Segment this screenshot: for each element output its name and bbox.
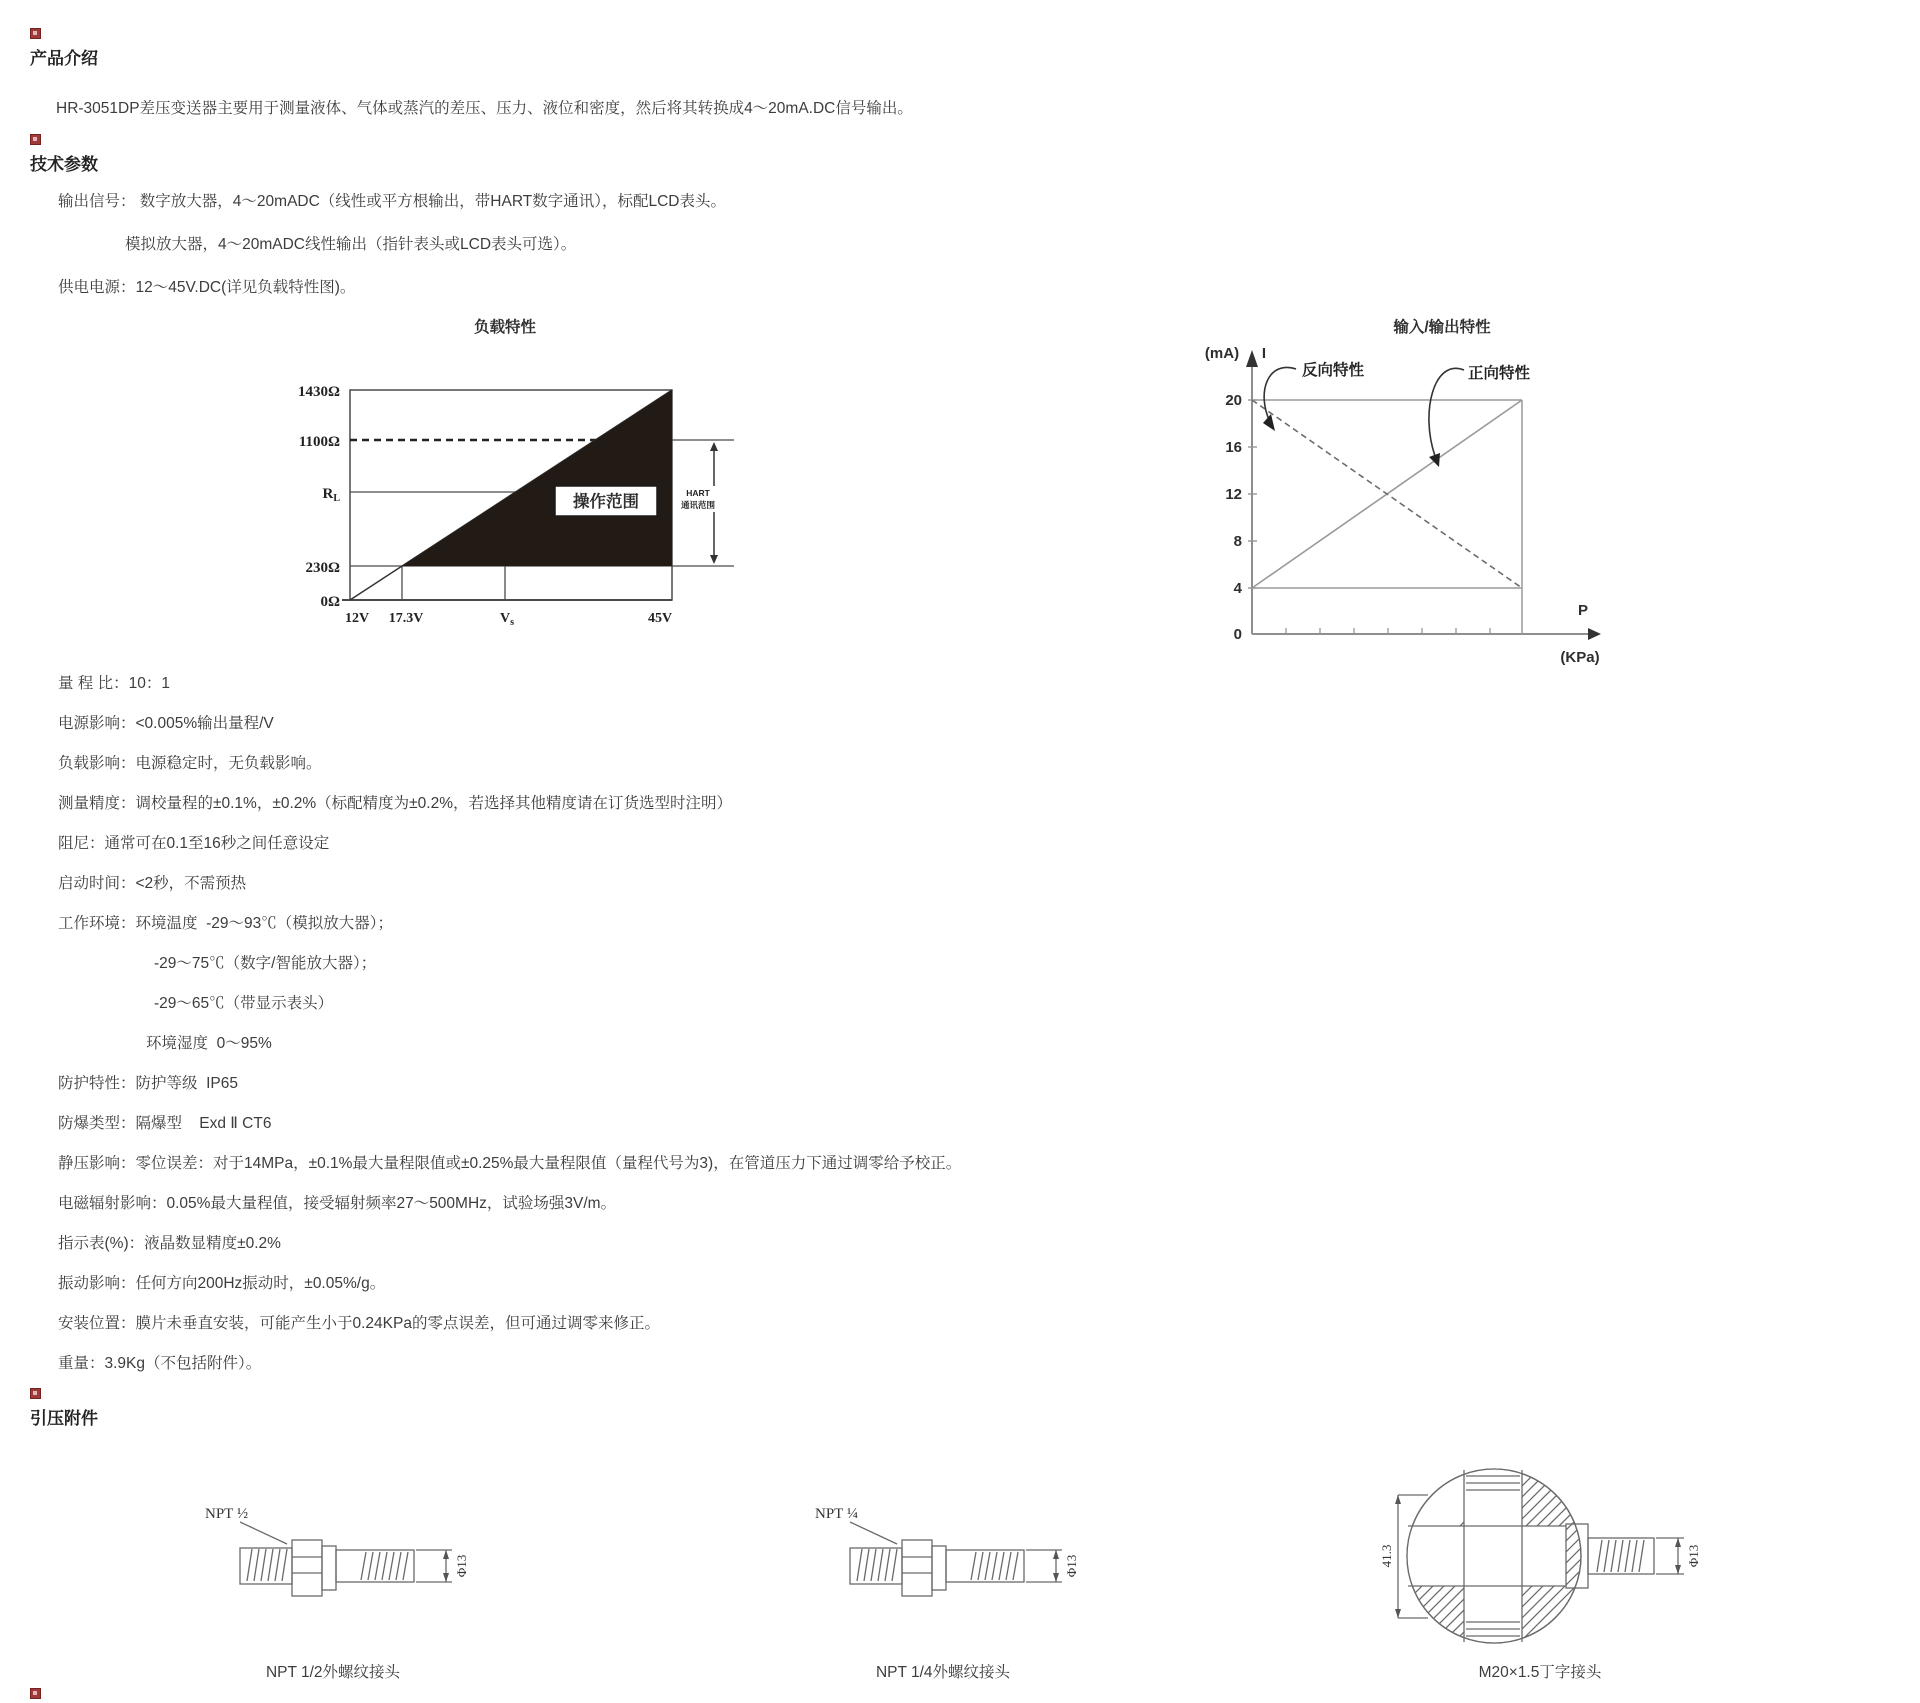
thread-line: [971, 1552, 976, 1580]
fitting-caption: NPT 1/4外螺纹接头: [875, 1664, 1011, 1681]
spec-line: 重量：3.9Kg（不包括附件）。: [58, 1355, 262, 1372]
tech-top-lines: [58, 180, 726, 309]
thread-line: [254, 1549, 259, 1581]
y-label-0: 0Ω: [320, 594, 340, 610]
x-label-45v: 45V: [647, 611, 673, 626]
chart-title: 输入/输出特性: [1393, 319, 1491, 336]
thread-line: [1604, 1540, 1609, 1572]
diameter-dimension: Φ13: [454, 1554, 469, 1578]
dim-arrow-icon: [1395, 1495, 1401, 1504]
thread-line: [389, 1552, 394, 1580]
y-tick-16: 16: [1225, 439, 1242, 456]
x-label-12v: 12V: [344, 611, 370, 626]
fitting-callout: NPT ¼: [815, 1506, 859, 1522]
dim-arrow-icon: [1675, 1538, 1681, 1547]
thread-line: [396, 1552, 401, 1580]
thread-line: [1597, 1540, 1602, 1572]
fitting-caption: NPT 1/2外螺纹接头: [265, 1664, 401, 1681]
thread-line: [1632, 1540, 1637, 1572]
spec-line: 负载影响：电源稳定时，无负载影响。: [58, 755, 322, 772]
thread-line: [282, 1549, 287, 1581]
forward-callout-arc: [1429, 368, 1464, 456]
spec-line: 防护特性：防护等级 IP65: [58, 1075, 238, 1092]
thread-line: [1013, 1552, 1018, 1580]
reverse-series-label: 反向特性: [1302, 362, 1365, 379]
spec-line: 供电电源：12～45V.DC(详见负载特性图)。: [58, 279, 356, 296]
y-tick-12: 12: [1225, 486, 1242, 503]
thread-line: [261, 1549, 266, 1581]
y-tick-0: 0: [1233, 626, 1242, 643]
fitting-callout: NPT ½: [205, 1506, 249, 1522]
thread-line: [382, 1552, 387, 1580]
diameter-dimension: Φ13: [1064, 1554, 1079, 1578]
y-tick-20: 20: [1225, 392, 1242, 409]
thread-line: [1006, 1552, 1011, 1580]
hex-nut: [292, 1540, 322, 1596]
intro-heading: 产品介绍: [30, 49, 98, 68]
section-bullet-icon: [30, 134, 41, 145]
y-tick-4: 4: [1233, 580, 1242, 597]
thread-line: [857, 1549, 862, 1581]
y-axis-var: I: [1261, 345, 1267, 362]
arrow-up-icon: [1246, 350, 1258, 367]
dim-arrow-icon: [1675, 1565, 1681, 1574]
fitting-drawing-npt14: [815, 1506, 1079, 1681]
reverse-callout-arc: [1264, 367, 1296, 422]
dim-arrow-icon: [1395, 1609, 1401, 1618]
thread-line: [368, 1552, 373, 1580]
fittings-heading: 引压附件: [30, 1409, 98, 1428]
spec-line: 量 程 比：10：1: [58, 675, 170, 692]
spec-line: 阻尼：通常可在0.1至16秒之间任意设定: [58, 835, 330, 852]
spec-line: 输出信号： 数字放大器，4～20mADC（线性或平方根输出，带HART数字通讯），标配LCD表头。: [58, 193, 726, 210]
thread-line: [864, 1549, 869, 1581]
spec-line: 测量精度：调校量程的±0.1%，±0.2%（标配精度为±0.2%，若选择其他精度请在订货选型时注明）: [58, 795, 733, 812]
tee-collar: [1566, 1524, 1588, 1588]
forward-series-label: 正向特性: [1468, 365, 1531, 382]
thread-line: [275, 1549, 280, 1581]
thread-line: [871, 1549, 876, 1581]
intro-paragraph: HR-3051DP差压变送器主要用于测量液体、气体或蒸汽的差压、压力、液位和密度，然后将其转换成4～20mA.DC信号输出。: [56, 100, 913, 117]
thread-line: [403, 1552, 408, 1580]
thread-line: [878, 1549, 883, 1581]
thread-line: [247, 1549, 252, 1581]
section-bullet-icon: [30, 1388, 41, 1399]
spec-line: 安装位置：膜片未垂直安装，可能产生小于0.24KPa的零点误差，但可通过调零来修正。: [58, 1315, 660, 1332]
y-label-230: 230Ω: [305, 560, 340, 576]
thread-line: [375, 1552, 380, 1580]
io-characteristic-chart: [1180, 300, 1640, 685]
horizontal-bore: [1402, 1526, 1566, 1586]
thread-line: [361, 1552, 366, 1580]
spec-line: 模拟放大器，4～20mADC线性输出（指针表头或LCD表头可选）。: [125, 236, 577, 253]
thread-line: [999, 1552, 1004, 1580]
callout-leader: [850, 1522, 897, 1544]
arrow-up-icon: [710, 442, 718, 451]
arrow-right-icon: [1588, 628, 1601, 640]
thread-line: [978, 1552, 983, 1580]
height-dimension: 41.3: [1379, 1544, 1394, 1568]
operating-region-label: 操作范围: [573, 493, 639, 511]
y-label-1100: 1100Ω: [298, 434, 340, 450]
arrow-down-icon: [1429, 453, 1440, 467]
hart-label-line2: 通讯范围: [680, 500, 716, 510]
spec-line: 电源影响：<0.005%输出量程/V: [58, 715, 274, 732]
spec-line: 静压影响：零位误差：对于14MPa，±0.1%最大量程限值或±0.25%最大量程限值（量程代号为3)，在管道压力下通过调零给予校正。: [58, 1155, 962, 1172]
chart-title: 负载特性: [473, 319, 537, 336]
load-characteristic-chart: [160, 300, 780, 645]
section-bullet-icon: [30, 1688, 41, 1699]
thread-line: [885, 1549, 890, 1581]
thread-line: [985, 1552, 990, 1580]
spec-line: 振动影响：任何方向200Hz振动时，±0.05%/g。: [58, 1275, 386, 1292]
fitting-drawing-m20: [1330, 1460, 1713, 1681]
spec-line: 电磁辐射影响：0.05%最大量程值，接受辐射频率27～500MHz，试验场强3V/m。: [58, 1195, 617, 1212]
hex-nut: [902, 1540, 932, 1596]
y-tick-8: 8: [1233, 533, 1242, 550]
thread-line: [1625, 1540, 1630, 1572]
callout-leader: [240, 1522, 287, 1544]
x-axis-var: P: [1578, 602, 1589, 619]
spec-line: -29～75℃（数字/智能放大器）；: [154, 955, 377, 972]
dim-arrow-icon: [1053, 1573, 1059, 1582]
thread-line: [268, 1549, 273, 1581]
y-axis-unit: (mA): [1204, 345, 1240, 362]
x-axis-unit: (KPa): [1560, 649, 1600, 666]
thread-line: [1618, 1540, 1623, 1572]
arrow-down-icon: [710, 555, 718, 564]
hart-label-line1: HART: [686, 488, 710, 498]
y-label-1430: 1430Ω: [297, 384, 340, 400]
collar: [322, 1546, 336, 1590]
dim-arrow-icon: [443, 1573, 449, 1582]
diameter-dimension: Φ13: [1686, 1544, 1701, 1568]
spec-line: -29～65℃（带显示表头）: [154, 995, 334, 1012]
spec-line: 环境湿度 0～95%: [146, 1035, 272, 1052]
fitting-drawing-npt12: [205, 1506, 469, 1681]
spec-line: 工作环境：环境温度 -29～93℃（模拟放大器）；: [58, 915, 394, 932]
thread-line: [892, 1549, 897, 1581]
dim-arrow-icon: [443, 1550, 449, 1559]
arrow-down-icon: [1263, 414, 1275, 431]
fitting-caption: M20×1.5丁字接头: [1478, 1664, 1602, 1681]
thread-line: [1611, 1540, 1616, 1572]
spec-line: 防爆类型：隔爆型 Exd Ⅱ CT6: [58, 1115, 272, 1132]
spec-line: 启动时间：<2秒，不需预热: [58, 875, 247, 892]
collar: [932, 1546, 946, 1590]
thread-line: [992, 1552, 997, 1580]
dim-arrow-icon: [1053, 1550, 1059, 1559]
x-label-vs: $V_s$: [499, 611, 515, 628]
thread-line: [1639, 1540, 1644, 1572]
fitting-drawings: [0, 1440, 1920, 1703]
x-label-17v: 17.3V: [388, 611, 424, 626]
tech-spec-list: [58, 664, 961, 1384]
y-label-rl: $R_L$: [322, 486, 340, 504]
spec-line: 指示表(%)：液晶数显精度±0.2%: [58, 1235, 281, 1252]
tech-heading: 技术参数: [30, 155, 98, 174]
section-bullet-icon: [30, 28, 41, 39]
